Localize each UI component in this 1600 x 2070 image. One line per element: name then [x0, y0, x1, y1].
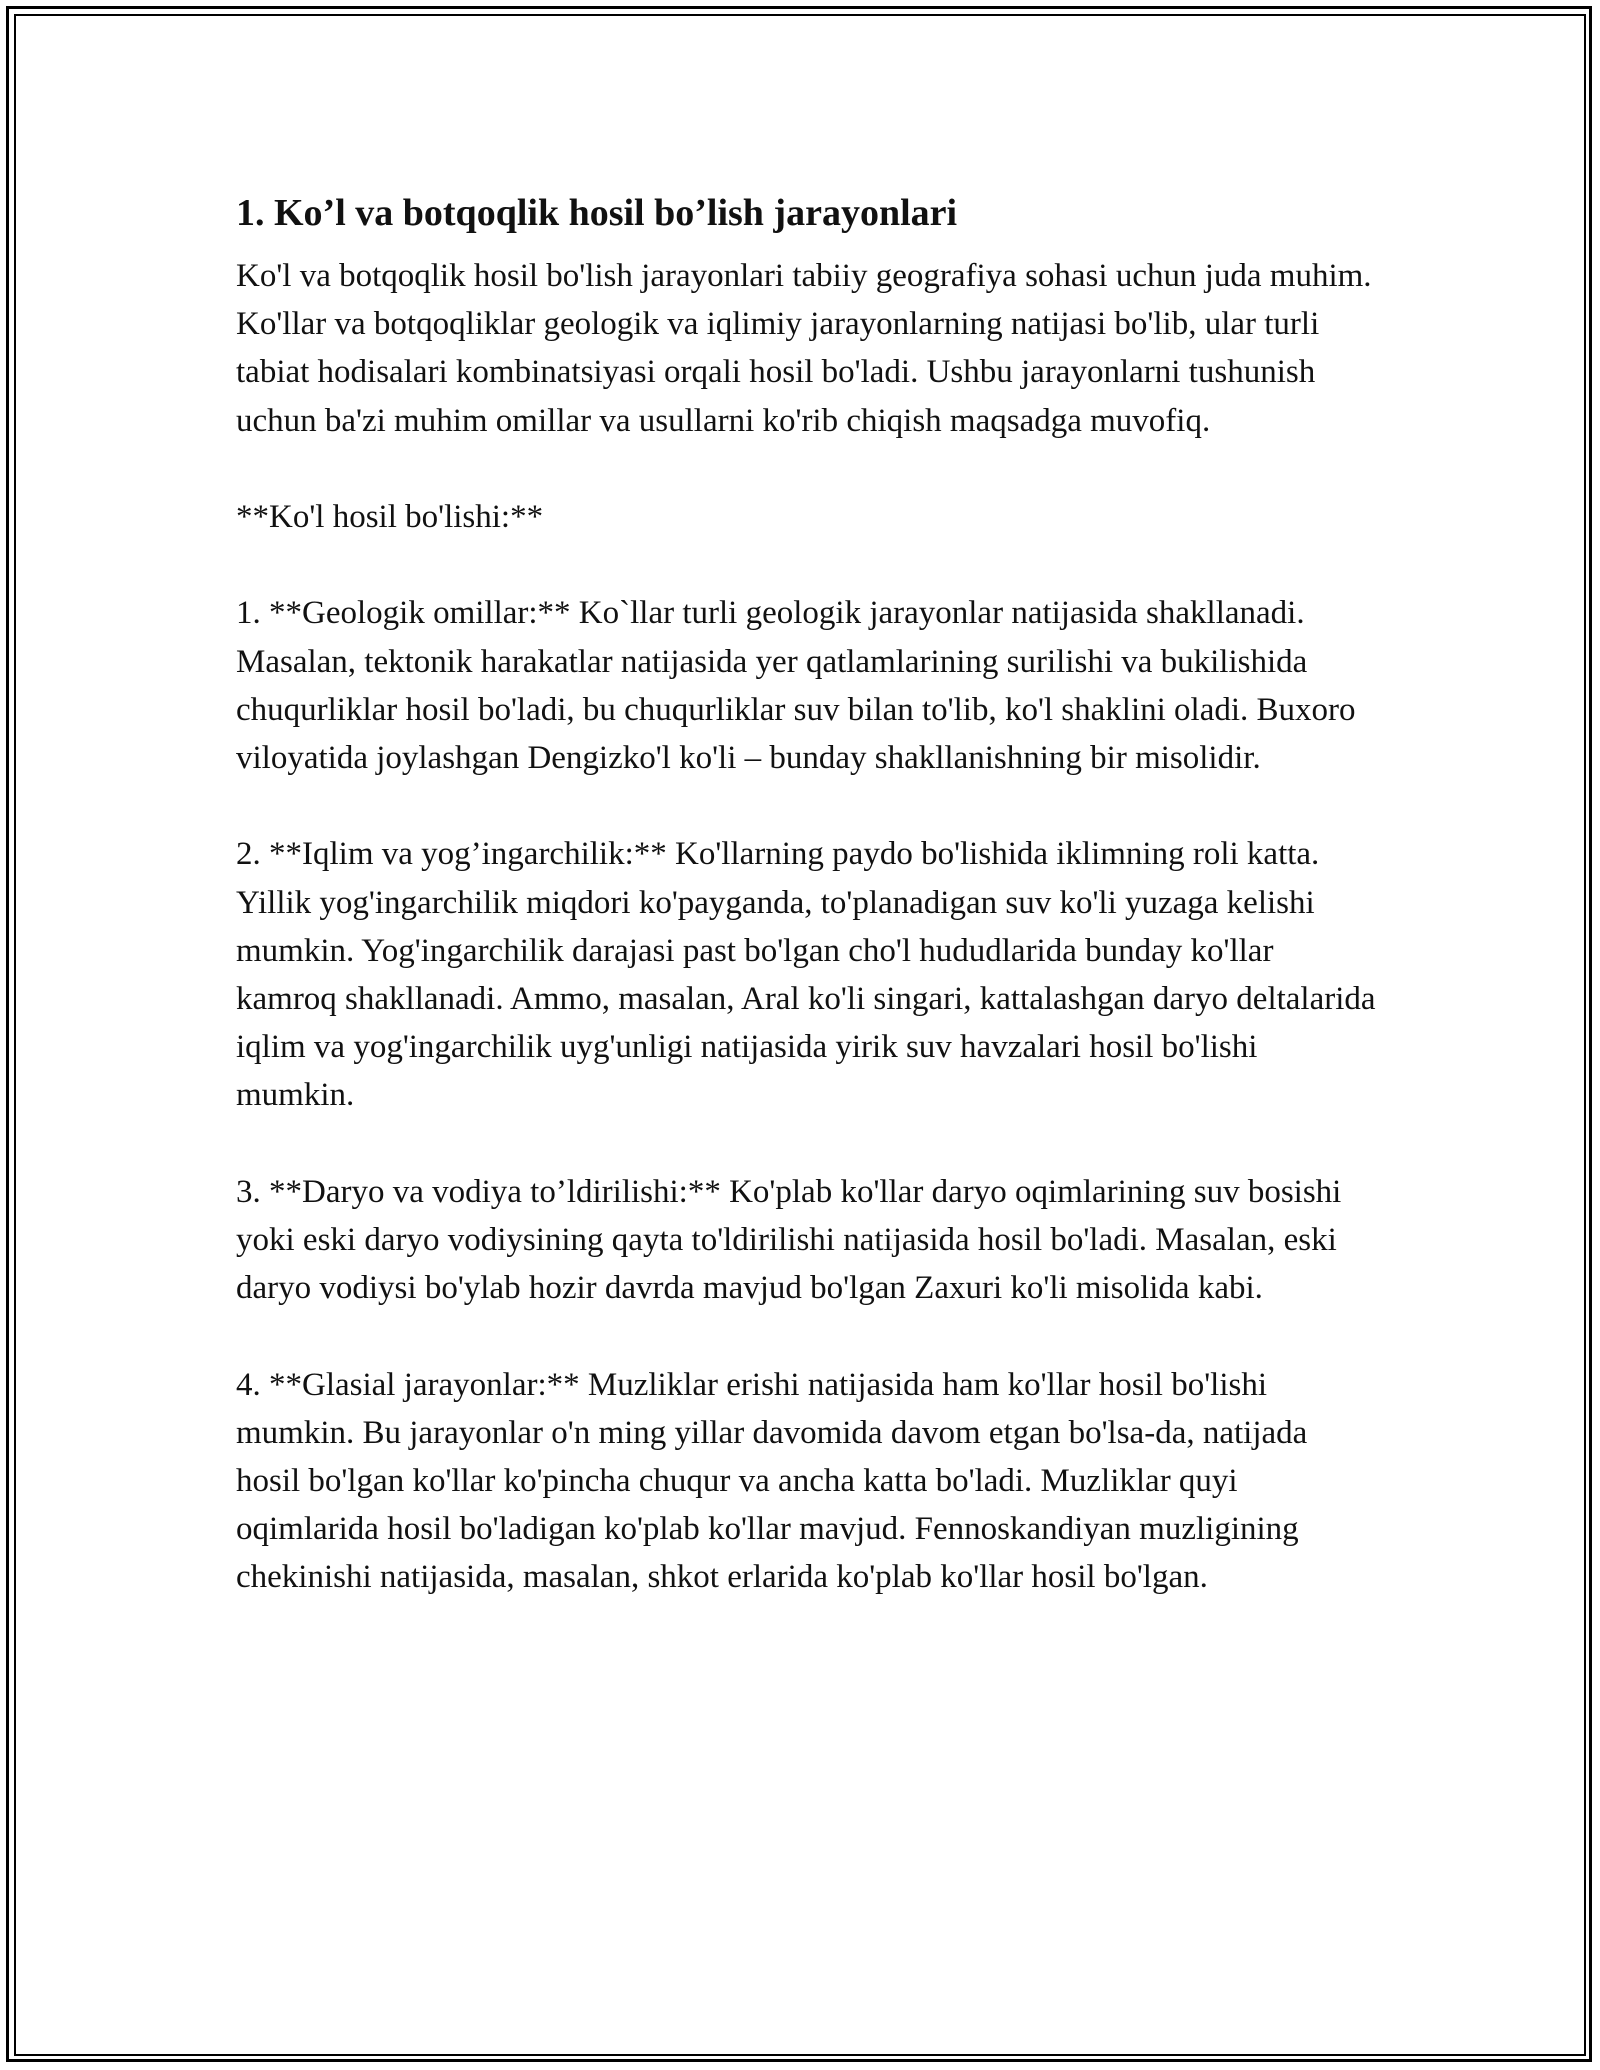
intro-paragraph: Ko'l va botqoqlik hosil bo'lish jarayonlari tabiiy geografiya sohasi uchun juda muhim. Ko'llar va botqoqliklar geologik va iqlimiy jarayonlarning natijasi bo'lib, ular turli tabiat hodisalari kombinatsiyasi orqali hosil bo'ladi. Ushbu jarayonlarni tushunish uchun ba'zi muhim omillar va usullarni ko'rib chiqish maqsadga muvofiq. — [236, 258, 1372, 439]
section-title: 1. Ko’l va botqoqlik hosil bo’lish jarayonlari — [236, 192, 958, 234]
paragraph-glacial-processes: 4. **Glasial jarayonlar:** Muzliklar erishi natijasida ham ko'llar hosil bo'lishi mumkin. Bu jarayonlar o'n ming yillar davomida davom etgan bo'lsa-da, natijada hosil bo'lgan ko'llar ko'pincha chuqur va ancha katta bo'ladi. Muzliklar quyi oqimlarida hosil bo'ladigan ko'plab ko'llar mavjud. Fennoskandiyan muzligining chekinishi natijasida, masalan, shkot erlarida ko'plab ko'llar hosil bo'lgan. — [236, 1366, 1308, 1596]
paragraph-climate-precipitation: 2. **Iqlim va yog’ingarchilik:** Ko'llarning paydo bo'lishida iklimning roli katta. Yillik yog'ingarchilik miqdori ko'payganda, to'planadigan suv ko'li yuzaga kelishi mumkin. Yog'ingarchilik darajasi past bo'lgan cho'l hududlarida bunday ko'llar kamroq shakllanadi. Ammo, masalan, Aral ko'li singari, kattalashgan daryo deltalarida iqlim va yog'ingarchilik uyg'unligi natijasida yirik suv havzalari hosil bo'lishi mumkin. — [236, 836, 1376, 1114]
paragraph-river-valley-filling: 3. **Daryo va vodiya to’ldirilishi:** Ko'plab ko'llar daryo oqimlarining suv bosishi yoki eski daryo vodiysining qayta to'ldirilishi natijasida hosil bo'ladi. Masalan, eski daryo vodiysi bo'ylab hozir davrda mavjud bo'lgan Zaxuri ko'li misolida kabi. — [236, 1173, 1342, 1307]
subheading-lake-formation: **Ko'l hosil bo'lishi:** — [236, 499, 544, 535]
document-body — [236, 186, 1376, 1650]
paragraph-geological-factors: 1. **Geologik omillar:** Ko`llar turli geologik jarayonlar natijasida shakllanadi. Masalan, tektonik harakatlar natijasida yer qatlamlarining surilishi va bukilishida chuqurliklar hosil bo'ladi, bu chuqurliklar suv bilan to'lib, ko'l shaklini oladi. Buxoro viloyatida joylashgan Dengizko'l ko'li – bunday shakllanishning bir misolidir. — [236, 595, 1356, 776]
